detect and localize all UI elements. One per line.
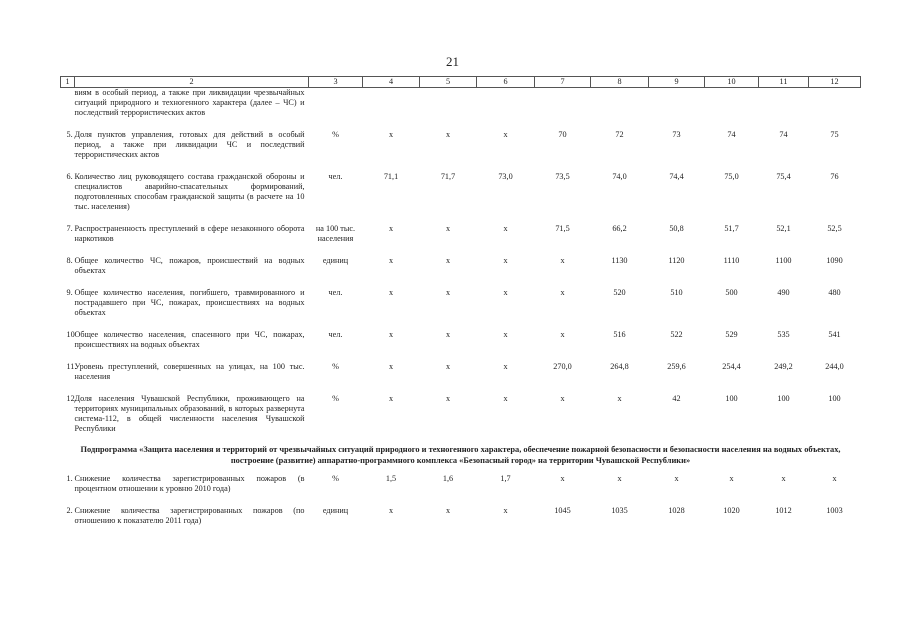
value-cell: 1100 [775,256,792,265]
value-cell: x [445,224,451,233]
table-row [61,224,861,244]
indicator-name: Доля населения Чувашской Республики, проживающего на территориях муниципальных образований, в которых развернута система-112, в общей численности населения Чувашской Республики [74,394,305,433]
subprogram-title: Подпрограмма «Защита населения и территорий от чрезвычайных ситуаций природного и техногенного характера, обеспечение пожарной безопасности и безопасности населения на водных объектах, построение (развитие) аппаратно-программного комплекса «Безопасный город» на территории Чувашской Республики» [80,445,841,465]
table-row [61,394,861,434]
table-row [61,288,861,318]
value-cell: x [674,474,679,483]
value-cell: 1020 [723,506,740,515]
indicator-name: Снижение количества зарегистрированных пожаров (в процентном отношении к уровню 2010 года) [74,474,305,493]
value-cell: 73,0 [498,172,513,181]
unit-cell: % [332,394,339,403]
value-cell: 75 [830,130,839,139]
header-col-6: 6 [477,77,535,88]
value-cell: x [445,506,451,515]
unit-cell: единиц [322,256,349,265]
value-cell: 1035 [611,506,628,515]
value-cell [420,88,477,119]
value-cell: 535 [777,330,790,339]
value-cell: 71,5 [555,224,570,233]
value-cell: x [560,394,565,403]
value-cell: x [388,256,394,265]
value-cell [363,88,420,119]
value-cell: x [388,330,394,339]
indicator-name: Общее количество населения, спасенного при ЧС, пожарах, происшествиях на водных объектах [74,330,305,349]
indicators-table [60,76,861,526]
value-cell: x [503,130,508,139]
value-cell: 100 [828,394,841,403]
header-col-10: 10 [705,77,759,88]
value-cell: x [445,394,451,403]
value-cell: 529 [725,330,738,339]
value-cell: x [617,474,622,483]
value-cell: x [617,394,622,403]
value-cell: 1110 [723,256,740,265]
value-cell: 52,5 [827,224,842,233]
table-row [61,88,861,119]
unit-cell: чел. [328,330,343,339]
value-cell: 1120 [668,256,685,265]
value-cell: 42 [672,394,681,403]
value-cell: 73,5 [555,172,570,181]
value-cell: 75,0 [724,172,739,181]
value-cell: 254,4 [722,362,741,371]
value-cell: x [503,330,508,339]
value-cell: x [729,474,734,483]
value-cell: 516 [613,330,626,339]
table-row [61,362,861,382]
value-cell: 70 [558,130,567,139]
value-cell: 1028 [668,506,685,515]
indicator-name: Снижение количества зарегистрированных пожаров (по отношению к показателю 2011 года) [74,506,305,525]
indicator-name: Уровень преступлений, совершенных на улицах, на 100 тыс. населения [74,362,305,381]
value-cell [809,88,861,119]
header-col-7: 7 [535,77,591,88]
value-cell: 73 [672,130,681,139]
value-cell: 259,6 [667,362,686,371]
table-header [61,77,861,88]
unit-cell: чел. [328,288,343,297]
table-row [61,474,861,494]
unit-cell: единиц [322,506,349,515]
value-cell: x [560,256,565,265]
value-cell: x [560,330,565,339]
value-cell: 500 [725,288,738,297]
row-number: 11. [66,362,77,371]
value-cell: 76 [830,172,839,181]
value-cell: 72 [615,130,624,139]
value-cell: x [388,130,394,139]
row-number: 2. [66,506,73,515]
table-row [61,130,861,160]
row-number: 10 [66,330,75,339]
indicator-name: Доля пунктов управления, готовых для действий в особый период, а также при ликвидации ЧС и последствий террористических актов [74,130,305,159]
header-col-8: 8 [591,77,649,88]
row-number: 7. [66,224,73,233]
value-cell: 510 [670,288,683,297]
value-cell [649,88,705,119]
value-cell: x [388,288,394,297]
row-number: 9. [66,288,73,297]
value-cell: 244,0 [825,362,844,371]
value-cell: 66,2 [612,224,627,233]
value-cell: x [503,288,508,297]
row-number: 5. [66,130,73,139]
value-cell: 1003 [826,506,843,515]
value-cell: x [781,474,786,483]
unit-cell: % [332,130,339,139]
indicator-name: Общее количество ЧС, пожаров, происшествий на водных объектах [74,256,305,275]
value-cell: 1045 [554,506,571,515]
value-cell: x [503,394,508,403]
value-cell: x [503,506,508,515]
header-col-4: 4 [363,77,420,88]
value-cell: 1012 [775,506,792,515]
indicator-name: Распространенность преступлений в сфере незаконного оборота наркотиков [74,224,305,243]
value-cell: 100 [725,394,738,403]
value-cell: 1090 [826,256,843,265]
value-cell [759,88,809,119]
value-cell: 1,6 [442,474,454,483]
value-cell: x [503,256,508,265]
value-cell: x [832,474,837,483]
indicator-name: Общее количество населения, погибшего, травмированного и пострадавшего при ЧС, пожарах, происшествиях на водных объектах [74,288,305,317]
value-cell [705,88,759,119]
value-cell: 74,4 [669,172,684,181]
value-cell: x [388,224,394,233]
table-row [61,256,861,276]
header-col-2: 2 [75,77,309,88]
value-cell: x [445,362,451,371]
value-cell: 1,7 [500,474,511,483]
row-number: 1. [66,474,73,483]
value-cell: x [503,362,508,371]
value-cell: 52,1 [776,224,791,233]
indicator-name: виям в особый период, а также при ликвидации чрезвычайных ситуаций природного и техногенного характера (далее – ЧС) и последствий террористических актов [74,88,305,117]
value-cell: x [445,330,451,339]
value-cell: x [388,394,394,403]
unit-cell [309,88,363,119]
value-cell: x [560,474,565,483]
value-cell: 50,8 [669,224,684,233]
value-cell: 51,7 [724,224,739,233]
header-col-5: 5 [420,77,477,88]
value-cell: 74,0 [612,172,627,181]
header-col-11: 11 [759,77,809,88]
table-row [61,330,861,350]
table-row [61,172,861,212]
value-cell [591,88,649,119]
page-number: 21 [446,54,459,69]
value-cell: 522 [670,330,683,339]
header-col-12: 12 [809,77,861,88]
value-cell: 541 [828,330,841,339]
header-col-9: 9 [649,77,705,88]
value-cell: 100 [777,394,790,403]
value-cell: x [560,288,565,297]
value-cell: 264,8 [610,362,629,371]
value-cell: 71,1 [383,172,399,181]
indicator-name: Количество лиц руководящего состава гражданской обороны и специалистов аварийно-спасательных формирований, подготовленных способам гражданской защиты (в расчете на 10 тыс. населения) [74,172,305,211]
value-cell: 249,2 [774,362,793,371]
unit-cell: % [332,362,339,371]
unit-cell: чел. [328,172,343,181]
value-cell: 480 [828,288,841,297]
value-cell: 74 [727,130,736,139]
row-number: 6. [66,172,73,181]
row-number: 8. [66,256,73,265]
value-cell: x [445,288,451,297]
table-row [61,506,861,526]
value-cell: 74 [779,130,788,139]
value-cell: 490 [777,288,790,297]
value-cell: 1130 [611,256,628,265]
value-cell: x [445,130,451,139]
value-cell: x [388,362,394,371]
value-cell: 1,5 [385,474,397,483]
value-cell: x [445,256,451,265]
value-cell: 270,0 [553,362,572,371]
value-cell [477,88,535,119]
header-col-1: 1 [61,77,75,88]
value-cell [535,88,591,119]
value-cell: x [388,506,394,515]
value-cell: 520 [613,288,626,297]
row-number: 12. [66,394,77,403]
value-cell: 71,7 [440,172,456,181]
value-cell: x [503,224,508,233]
value-cell: 75,4 [776,172,791,181]
header-col-3: 3 [309,77,363,88]
unit-cell: % [332,474,339,483]
row-number [61,88,75,119]
unit-cell: на 100 тыс. населения [315,224,356,243]
